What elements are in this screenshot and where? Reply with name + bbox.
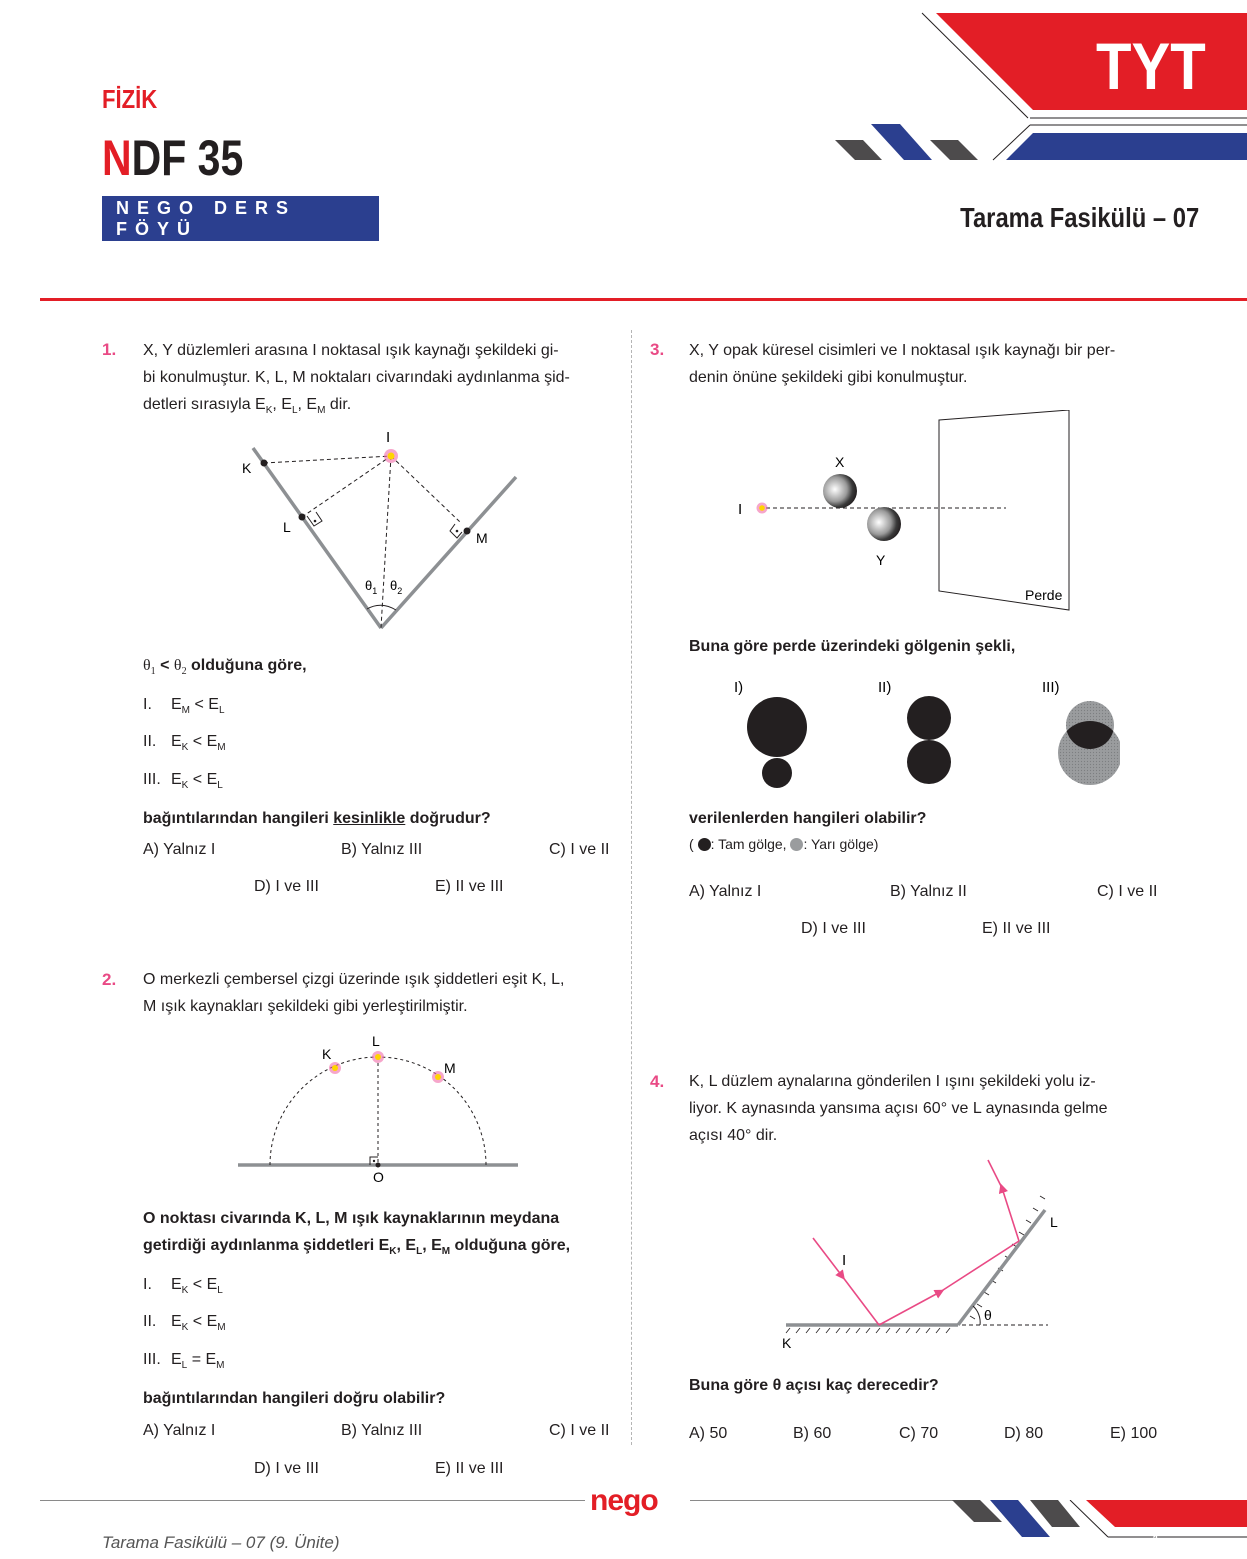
stem-line: liyor. K aynasında yansıma açısı 60° ve L aynasında gelme [689,1100,1108,1117]
point-m [464,528,471,535]
label-l: L [283,519,291,535]
choice-e[interactable]: E) 100 [1110,1425,1158,1442]
prompt-line: O noktası civarında K, L, M ışık kaynaklarının meydana [143,1210,560,1227]
light-source-l-icon [372,1051,384,1063]
light-source-icon [384,449,398,463]
stem-line: K, L düzlem aynalarına gönderilen I ışını şekildeki yolu iz- [689,1073,1096,1090]
label-l: L [372,1033,380,1049]
code-rest: DF 35 [131,130,244,186]
stripe-gray-1 [835,140,882,160]
mirror-y [381,477,516,628]
label-o: O [373,1169,384,1185]
choice-c[interactable]: C) I ve II [549,841,610,858]
label-perde: Perde [1025,587,1063,603]
stripe-blue [871,124,932,160]
legend-text: ( [689,836,698,852]
label-ray-i: I [842,1252,847,1269]
statement: II. $E_K < E_M$ [143,1313,226,1334]
choice-e[interactable]: E) II ve III [435,878,504,895]
point-o [376,1163,381,1168]
question-3-stem [689,337,1169,391]
condition-text: olduğuna göre, [186,657,307,674]
question-ask: Buna göre θ açısı kaç derecedir? [689,1377,939,1394]
question-ask: bağıntılarından hangileri kesinlikle doğrudur? [143,809,491,827]
shadow-options [720,670,1120,795]
banner-blue-band [1006,133,1247,160]
label-l: L [1050,1214,1058,1230]
light-ray [813,1160,1019,1325]
series-badge: NEGO DERS FÖYÜ [102,196,379,241]
option-i-label: I) [734,679,744,696]
light-source-m-icon [432,1071,444,1083]
stripe-gray-2 [930,140,978,160]
exam-badge: TYT [1096,29,1206,103]
stem-text: detleri sırasıyla E [143,396,266,413]
angle-arc [367,605,396,610]
choice-d[interactable]: D) I ve III [254,1460,319,1477]
stem-line: O merkezli çembersel çizgi üzerinde ışık şiddetleri eşit K, L, [143,971,565,988]
choice-e[interactable]: E) II ve III [982,920,1051,937]
sphere-y [867,507,901,541]
question-2-figure [230,1028,530,1188]
question-1-figure [230,425,530,640]
question-1-body [143,650,623,834]
question-number: 1. [102,340,117,359]
choice-c[interactable]: C) I ve II [1097,883,1158,900]
option-iii-label: III) [1042,679,1060,696]
question-number: 4. [650,1072,665,1091]
footer-title: Tarama Fasikülü – 07 (9. Ünite) [102,1533,340,1552]
option-ii-top-shadow [907,696,951,740]
mirror-l [958,1210,1045,1325]
label-x: X [835,454,845,470]
subject-label: FİZİK [102,84,158,114]
stem-line: X, Y düzlemleri arasına I noktasal ışık kaynağı şekildeki gi- [143,342,559,359]
statement: I. $E_M < E_L$ [143,696,225,717]
stem-line: detleri sırasıyla $E_K$, $E_L$, $E_M$ dir. [143,396,352,417]
label-k: K [242,460,252,476]
option-i-small-shadow [762,758,792,788]
question-prompt: Buna göre perde üzerindeki gölgenin şekli, [689,638,1016,655]
header-divider [40,298,1247,301]
point-k [261,460,268,467]
banner-red-band [1086,1500,1247,1527]
choice-a[interactable]: A) 50 [689,1425,728,1442]
light-source-icon [757,503,768,514]
choice-b[interactable]: B) Yalnız III [341,1422,423,1439]
question-2-stem [143,966,623,1020]
question-1-stem [143,337,623,424]
document-code [102,132,243,184]
stem-line: X, Y opak küresel cisimleri ve I noktasal ışık kaynağı bir per- [689,342,1116,359]
screen-perde [939,410,1069,610]
footer-rule-right [690,1500,955,1501]
angle-arc [973,1306,980,1325]
question-number: 3. [650,340,665,359]
label-theta: θ [984,1307,992,1323]
statement: III. $E_L = E_M$ [143,1350,225,1371]
choice-d[interactable]: D) I ve III [254,878,319,895]
statement: III. $E_K < E_L$ [143,770,223,791]
stem-line: açısı 40° dir. [689,1127,778,1144]
point-l [299,514,306,521]
light-source-k-icon [329,1062,341,1074]
mirror-k-hatching [786,1328,950,1333]
statement: I. $E_K < E_L$ [143,1276,223,1297]
page-number: 1 [1152,1532,1161,1549]
label-source: I [738,501,743,518]
label-k: K [322,1046,332,1062]
choice-c[interactable]: C) 70 [899,1425,939,1442]
choice-b[interactable]: B) 60 [793,1425,832,1442]
choice-d[interactable]: D) 80 [1004,1425,1044,1442]
half-shadow-icon [790,838,803,851]
question-ask: bağıntılarından hangileri doğru olabilir? [143,1389,446,1407]
sphere-x [823,474,857,508]
choice-b[interactable]: B) Yalnız II [890,883,967,900]
stem-line: denin önüne şekildeki gibi konulmuştur. [689,369,968,386]
label-y: Y [876,552,886,568]
footer-rule-left [40,1500,585,1501]
question-ask: verilenlerden hangileri olabilir? [689,810,927,827]
subscript: K [265,405,273,417]
label-theta2: $\theta_2$ [390,578,403,596]
label-source: I [386,429,391,446]
subscript: M [317,405,326,417]
shadow-legend [689,836,878,852]
option-ii-label: II) [878,679,892,696]
stem-text: dir. [325,396,352,413]
legend-text: : Yarı gölge) [803,836,879,852]
question-4-figure [770,1150,1070,1360]
question-2-body [143,1205,633,1414]
statement: II. $E_K < E_M$ [143,733,226,754]
full-shadow-icon [698,838,711,851]
question-1 [102,340,116,360]
right-angle-mark [307,512,322,526]
nego-logo: nego [590,1484,658,1517]
legend-text: : Tam gölge, [710,836,791,852]
label-m: M [476,530,488,546]
option-ii-bottom-shadow [907,740,951,784]
fascicle-title: Tarama Fasikülü – 07 [959,202,1199,233]
stem-line: M ışık kaynakları şekildeki gibi yerleştirilmiştir. [143,998,468,1015]
label-m: M [444,1060,456,1076]
question-3-figure [720,410,1080,620]
choice-e[interactable]: E) II ve III [435,1460,504,1477]
choice-a[interactable]: A) Yalnız I [143,841,216,858]
condition: $\theta_1 < \theta_2$ olduğuna göre, [143,657,307,678]
mirror-x [253,448,381,628]
choice-d[interactable]: D) I ve III [801,920,866,937]
choice-c[interactable]: C) I ve II [549,1422,610,1439]
option-i-big-shadow [747,697,807,757]
code-first-letter: N [102,130,132,186]
label-theta1: $\theta_1$ [365,578,378,596]
label-k: K [782,1335,792,1351]
question-number: 2. [102,970,117,989]
stem-line: bi konulmuştur. K, L, M noktaları civarındaki aydınlanma şid- [143,369,570,386]
prompt-line: getirdiği aydınlanma şiddetleri $E_K$, $E_L$, $E_M$ olduğuna göre, [143,1237,571,1258]
question-4-stem [689,1068,1179,1149]
subscript: L [291,405,298,417]
choice-a[interactable]: A) Yalnız I [143,1422,216,1439]
choice-b[interactable]: B) Yalnız III [341,841,423,858]
choice-a[interactable]: A) Yalnız I [689,883,762,900]
footer-banner [940,1500,1247,1540]
